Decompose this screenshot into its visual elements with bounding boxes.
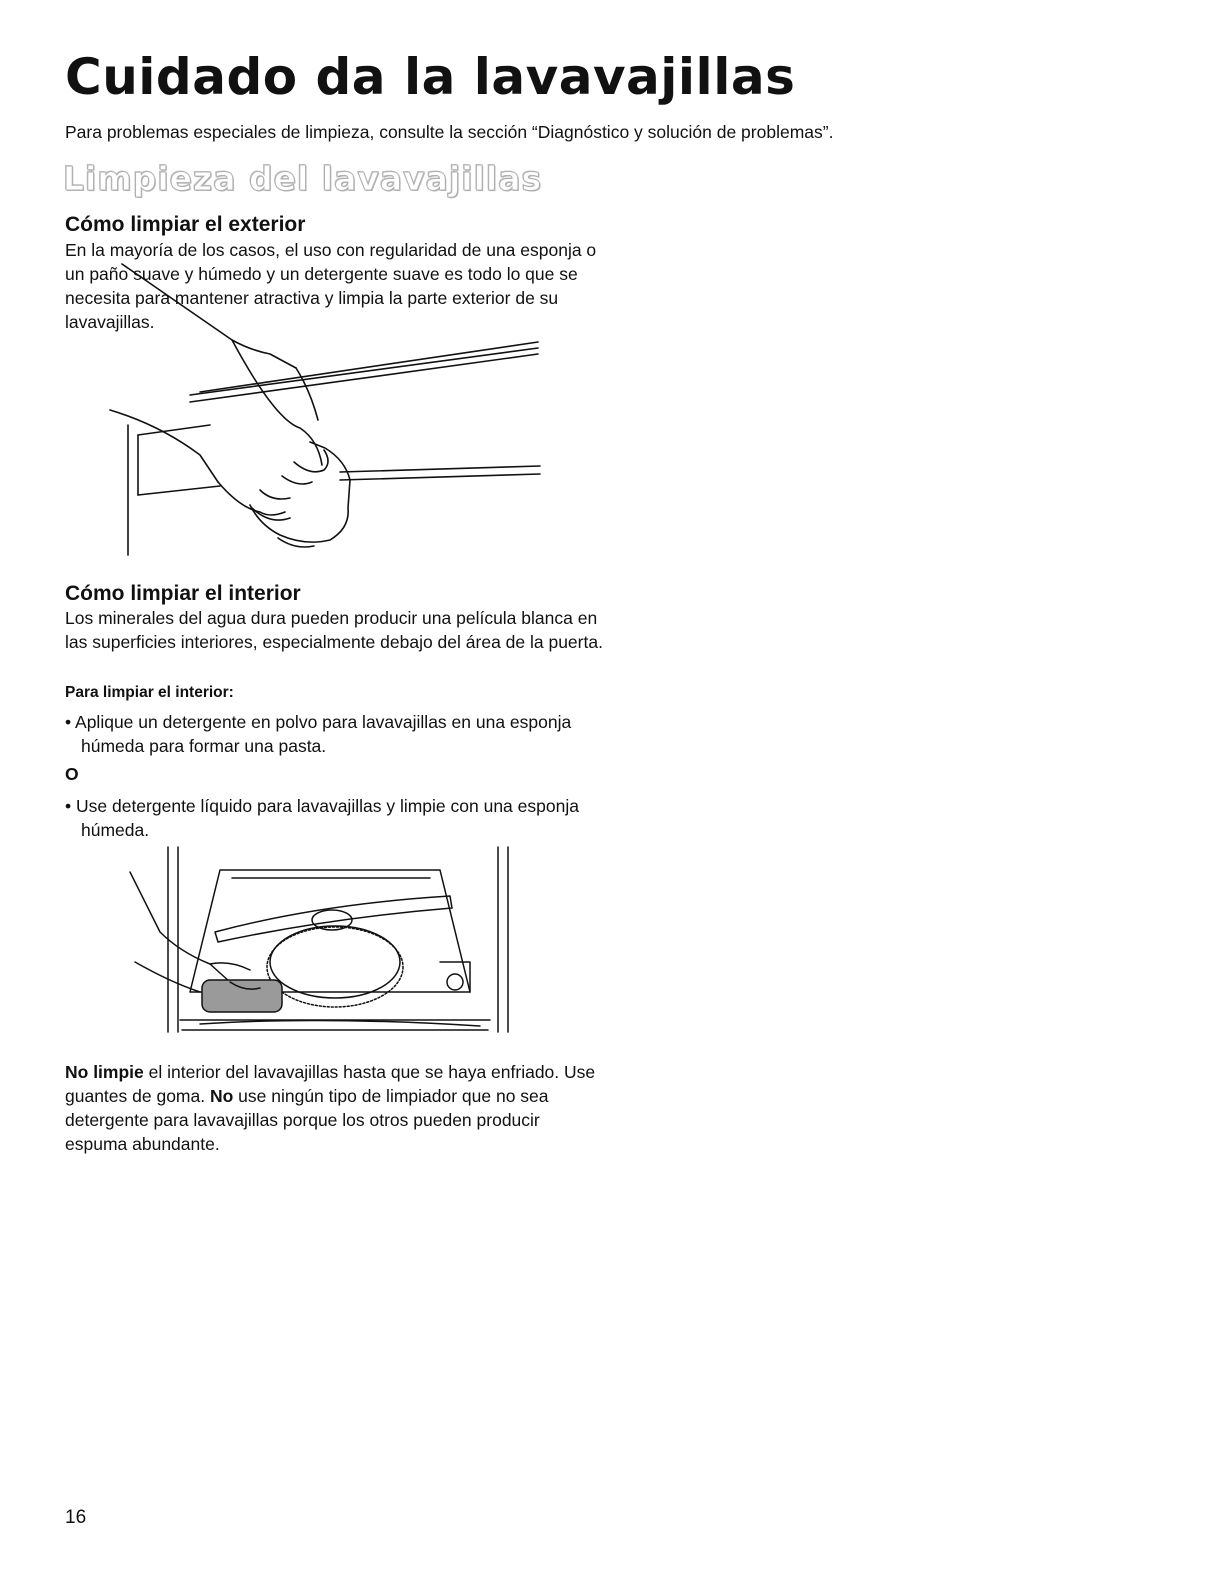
interior-subheading: Para limpiar el interior: — [65, 684, 234, 701]
note-bold: No limpie — [65, 1062, 144, 1082]
list-item: • Use detergente líquido para lavavajillas y limpie con una esponja húmeda. — [65, 796, 579, 840]
note-text: el interior del lavavajillas hasta que se haya enfriado. Use guantes de goma. — [65, 1062, 596, 1106]
note-text: use ningún tipo de limpiador que no sea detergente para lavavajillas porque los otros pueden producir espuma abundante. — [65, 1086, 549, 1154]
section-heading: Limpieza del lavavajillas — [63, 159, 543, 198]
interior-heading: Cómo limpiar el interior — [65, 582, 301, 605]
warning-note — [65, 1060, 605, 1156]
page-title: Cuidado da la lavavajillas — [65, 48, 796, 106]
note-bold: No — [209, 1086, 234, 1106]
or-label: O — [65, 764, 79, 784]
sponge-cleaning-tub-illustration — [120, 842, 540, 1047]
page-number: 16 — [65, 1507, 87, 1528]
exterior-heading: Cómo limpiar el exterior — [65, 213, 306, 236]
exterior-text: En la mayoría de los casos, el uso con regularidad de una esponja o un paño suave y húmedo y un detergente suave es todo lo que se necesita para mantener atractiva y limpia la parte exterior de su lavavajillas. — [65, 240, 597, 332]
interior-text: Los minerales del agua dura pueden producir una película blanca en las superficies interiores, especialmente debajo del área de la puerta. — [65, 608, 603, 652]
list-item: • Aplique un detergente en polvo para lavavajillas en una esponja húmeda para formar una pasta. — [65, 712, 572, 756]
hand-wiping-door-illustration — [100, 250, 560, 560]
intro-text: Para problemas especiales de limpieza, consulte la sección “Diagnóstico y solución de problemas”. — [65, 122, 834, 142]
bullet-text: Aplique un detergente en polvo para lavavajillas en una esponja húmeda para formar una pasta. — [75, 712, 572, 756]
bullet-text: Use detergente líquido para lavavajillas y limpie con una esponja húmeda. — [76, 796, 579, 840]
